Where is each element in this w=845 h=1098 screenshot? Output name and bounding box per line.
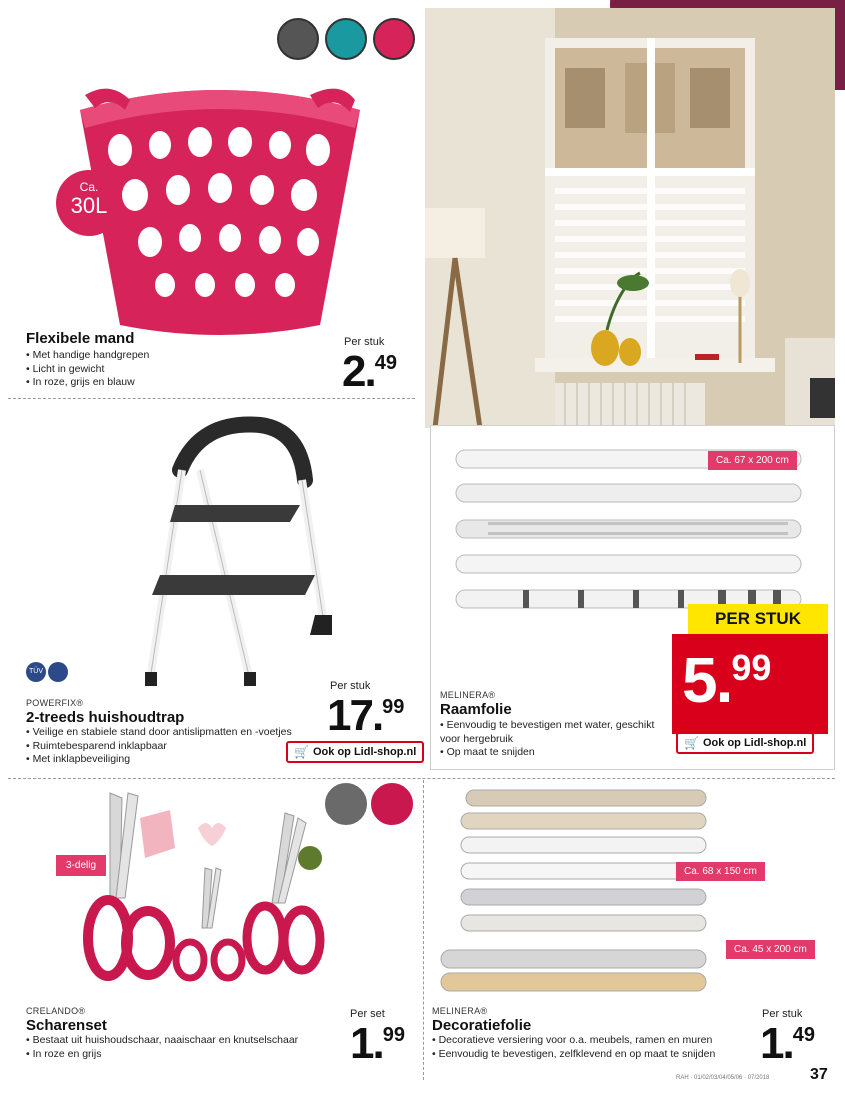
raamfolie-price (682, 644, 772, 716)
price-decimals: 99 (731, 647, 772, 688)
list-item: • Met handige handgrepen (26, 349, 149, 363)
list-item: • In roze, grijs en blauw (26, 376, 149, 390)
raamfolie-brand: MELINERA® (440, 690, 496, 700)
ladder-bullets (26, 726, 292, 767)
volume-badge-value: 30L (70, 193, 108, 218)
basket-price (342, 347, 397, 396)
basket-unit: Per stuk (344, 336, 385, 348)
ladder-illustration (140, 410, 340, 690)
tuv-icon: TÜV (26, 662, 46, 682)
decofolie-brand: MELINERA® (432, 1006, 488, 1016)
divider (8, 778, 835, 779)
basket-bullets (26, 349, 149, 390)
cart-icon: 🛒 (294, 745, 309, 759)
window-scene-photo (425, 8, 835, 428)
raamfolie-size-badge: Ca. 67 x 200 cm (708, 451, 797, 470)
decofolie-bullets (432, 1034, 715, 1061)
ladder-name: 2-treeds huishoudtrap (26, 709, 185, 726)
list-item: • Bestaat uit huishoudschaar, naaischaar en knutselschaar (26, 1034, 298, 1048)
footer-code: RAH · 01/02/03/04/05/06 · 07/2018 (676, 1075, 770, 1081)
decofolie-price (760, 1019, 815, 1068)
ladder-price (327, 691, 405, 740)
price-decimals: 99 (382, 696, 405, 718)
lidl-shop-label: Ook op Lidl-shop.nl (313, 746, 417, 758)
per-stuk-banner: PER STUK (688, 604, 828, 634)
raamfolie-name: Raamfolie (440, 701, 512, 718)
list-item: • Licht in gewicht (26, 363, 149, 377)
price-decimals: 99 (382, 1024, 405, 1046)
raamfolie-price-box (672, 634, 828, 734)
cart-icon: 🛒 (684, 736, 699, 750)
swatch-blue[interactable] (325, 18, 367, 60)
price-decimals: 49 (374, 352, 397, 374)
list-item: • Eenvoudig te bevestigen, zelfklevend en op maat te snijden (432, 1048, 715, 1062)
scissors-name: Scharenset (26, 1017, 107, 1034)
list-item: • In roze en grijs (26, 1048, 298, 1062)
lidl-shop-link-ladder[interactable] (286, 741, 424, 763)
scissors-illustration (80, 788, 340, 998)
ladder-unit: Per stuk (330, 680, 371, 692)
scissors-unit: Per set (350, 1008, 385, 1020)
raamfolie-bullets (440, 719, 670, 760)
tuv-certification-badge (26, 662, 70, 684)
volume-badge (56, 170, 122, 236)
price-integer: 1. (760, 1019, 793, 1068)
price-integer: 2. (342, 347, 375, 396)
ladder-brand: POWERFIX® (26, 698, 84, 708)
decofolie-image (436, 785, 716, 995)
volume-badge-label: Ca. (79, 180, 99, 194)
price-decimals: 49 (792, 1024, 815, 1046)
list-item: • Veilige en stabiele stand door antislipmatten en -voetjes (26, 726, 292, 740)
basket-name: Flexibele mand (26, 330, 135, 347)
swatch-grey[interactable] (277, 18, 319, 60)
list-item: • Eenvoudig te bevestigen met water, geschikt voor hergebruik (440, 719, 670, 746)
swatch-pink[interactable] (371, 783, 413, 825)
scissors-price (350, 1019, 405, 1068)
list-item: • Ruimtebesparend inklapbaar (26, 740, 292, 754)
list-item: • Decoratieve versiering voor o.a. meubels, ramen en muren (432, 1034, 715, 1048)
scissors-bullets (26, 1034, 298, 1061)
price-integer: 17. (327, 691, 383, 740)
divider (423, 780, 424, 1080)
decorative-film-rolls (436, 785, 716, 995)
decofolie-unit: Per stuk (762, 1008, 803, 1020)
divider (8, 398, 415, 399)
list-item: • Op maat te snijden (440, 746, 670, 760)
scissors-brand: CRELANDO® (26, 1006, 86, 1016)
lidl-shop-link-raamfolie[interactable] (676, 732, 814, 754)
ladder-image (140, 410, 340, 690)
lidl-shop-label: Ook op Lidl-shop.nl (703, 737, 807, 749)
gs-icon (48, 662, 68, 682)
scissors-image (80, 788, 340, 998)
page-number: 37 (810, 1066, 828, 1083)
price-integer: 5. (682, 644, 732, 716)
price-integer: 1. (350, 1019, 383, 1068)
list-item: • Met inklapbeveiliging (26, 753, 292, 767)
decofolie-size-badge-2: Ca. 45 x 200 cm (726, 940, 815, 959)
swatch-pink[interactable] (373, 18, 415, 60)
decofolie-name: Decoratiefolie (432, 1017, 532, 1034)
decofolie-size-badge-1: Ca. 68 x 150 cm (676, 862, 765, 881)
scissors-set-badge: 3-delig (56, 855, 106, 876)
window-scene-illustration (425, 8, 835, 428)
